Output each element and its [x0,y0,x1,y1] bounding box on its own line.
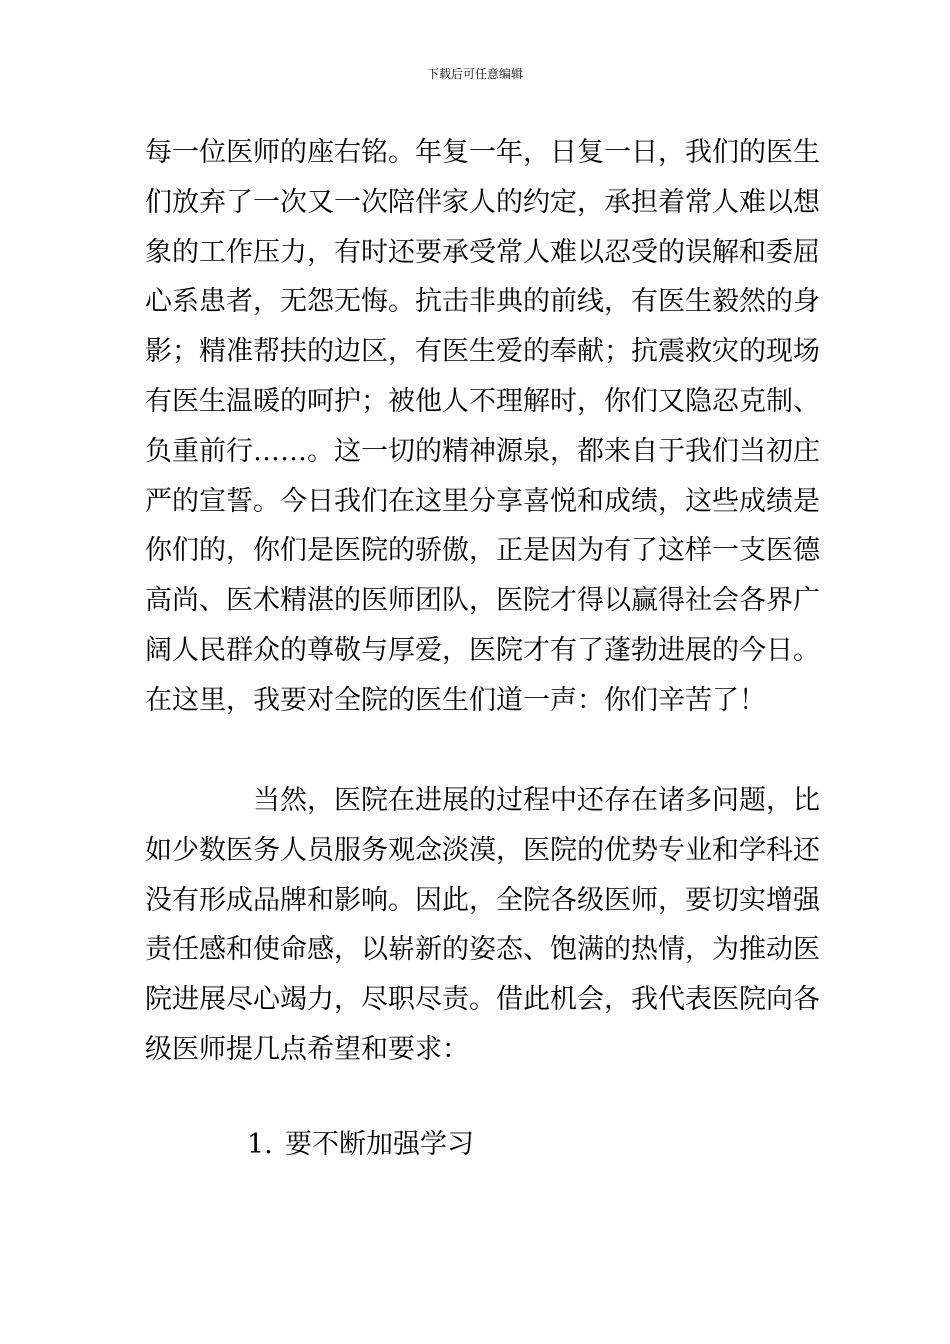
paragraph-line: 负重前行……。这一切的精神源泉，都来自于我们当初庄 [145,435,820,467]
paragraph-line: 没有形成品牌和影响。因此，全院各级医师，要切实增强 [145,884,820,916]
paragraph-line: 责任感和使命感，以崭新的姿态、饱满的热情，为推动医 [145,934,820,966]
paragraph-line: 每一位医师的座右铭。年复一年，日复一日，我们的医生 [145,137,820,168]
paragraph-line: 有医生温暖的呵护；被他人不理解时，你们又隐忍克制、 [145,385,820,417]
list-item-text: 要不断加强学习 [285,1129,474,1160]
page-header-note: 下载后可任意编辑 [426,67,523,81]
paragraph-line: 象的工作压力，有时还要承受常人难以忍受的误解和委屈 [145,236,820,268]
list-item-number: 1. [247,1129,273,1160]
paragraph-line: 阔人民群众的尊敬与厚爱，医院才有了蓬勃进展的今日。 [145,634,820,666]
paragraph-line: 严的宣誓。今日我们在这里分享喜悦和成绩，这些成绩是 [145,485,820,517]
paragraph-line: 心系患者，无怨无悔。抗击非典的前线，有医生毅然的身 [145,286,820,318]
paragraph-line: 高尚、医术精湛的医师团队，医院才得以赢得社会各界广 [145,585,820,617]
paragraph-2 [145,776,820,1075]
paragraph-line: 当然，医院在进展的过程中还存在诸多问题，比 [253,785,820,816]
list-item [247,1120,474,1170]
paragraph-line: 你们的，你们是医院的骄傲，正是因为有了这样一支医德 [145,535,820,567]
paragraph-line: 在这里，我要对全院的医生们道一声：你们辛苦了！ [145,684,766,716]
paragraph-line: 们放弃了一次又一次陪伴家人的约定，承担着常人难以想 [145,186,820,218]
paragraph-line: 影；精准帮扶的边区，有医生爱的奉献；抗震救灾的现场 [145,336,820,368]
paragraph-line: 院进展尽心竭力，尽职尽责。借此机会，我代表医院向各 [145,984,820,1016]
paragraph-line: 如少数医务人员服务观念淡漠，医院的优势专业和学科还 [145,834,820,866]
paragraph-1 [145,128,820,726]
paragraph-line: 级医师提几点希望和要求： [145,1033,469,1065]
